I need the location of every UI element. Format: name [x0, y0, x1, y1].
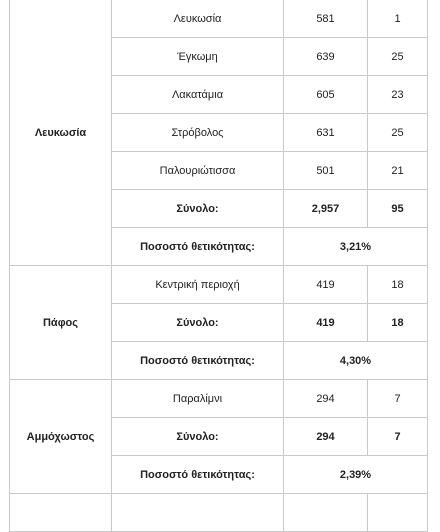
total-label: Σύνολο:	[112, 418, 284, 456]
tests-value: 501	[284, 152, 368, 190]
total-tests: 419	[284, 304, 368, 342]
region-name	[10, 494, 112, 532]
tests-value: 605	[284, 76, 368, 114]
tests-value	[284, 494, 368, 532]
total-label: Σύνολο:	[112, 304, 284, 342]
tests-value: 631	[284, 114, 368, 152]
positives-value: 18	[368, 266, 428, 304]
rate-label: Ποσοστό θετικότητας:	[112, 342, 284, 380]
positives-value: 25	[368, 38, 428, 76]
rate-value: 3,21%	[284, 228, 428, 266]
tests-value: 294	[284, 380, 368, 418]
table-row	[10, 380, 428, 418]
rate-value: 4,30%	[284, 342, 428, 380]
area-name: Κεντρική περιοχή	[112, 266, 284, 304]
tests-value: 419	[284, 266, 368, 304]
table-row	[10, 494, 428, 532]
region-name: Λευκωσία	[10, 0, 112, 266]
table-row	[10, 266, 428, 304]
total-positives: 95	[368, 190, 428, 228]
tests-value: 581	[284, 0, 368, 38]
positives-value	[368, 494, 428, 532]
rate-label: Ποσοστό θετικότητας:	[112, 456, 284, 494]
total-positives: 7	[368, 418, 428, 456]
positives-value: 7	[368, 380, 428, 418]
total-tests: 294	[284, 418, 368, 456]
area-name: Στρόβολος	[112, 114, 284, 152]
area-name: Λακατάμια	[112, 76, 284, 114]
region-name: Αμμόχωστος	[10, 380, 112, 494]
region-name: Πάφος	[10, 266, 112, 380]
area-name	[112, 494, 284, 532]
positives-value: 23	[368, 76, 428, 114]
area-name: Λευκωσία	[112, 0, 284, 38]
positives-value: 25	[368, 114, 428, 152]
results-table	[9, 0, 428, 532]
tests-value: 639	[284, 38, 368, 76]
positives-value: 21	[368, 152, 428, 190]
area-name: Παραλίμνι	[112, 380, 284, 418]
positives-value: 1	[368, 0, 428, 38]
table-row	[10, 0, 428, 38]
rate-value: 2,39%	[284, 456, 428, 494]
total-label: Σύνολο:	[112, 190, 284, 228]
area-name: Παλουριώτισσα	[112, 152, 284, 190]
rate-label: Ποσοστό θετικότητας:	[112, 228, 284, 266]
area-name: Έγκωμη	[112, 38, 284, 76]
total-tests: 2,957	[284, 190, 368, 228]
total-positives: 18	[368, 304, 428, 342]
